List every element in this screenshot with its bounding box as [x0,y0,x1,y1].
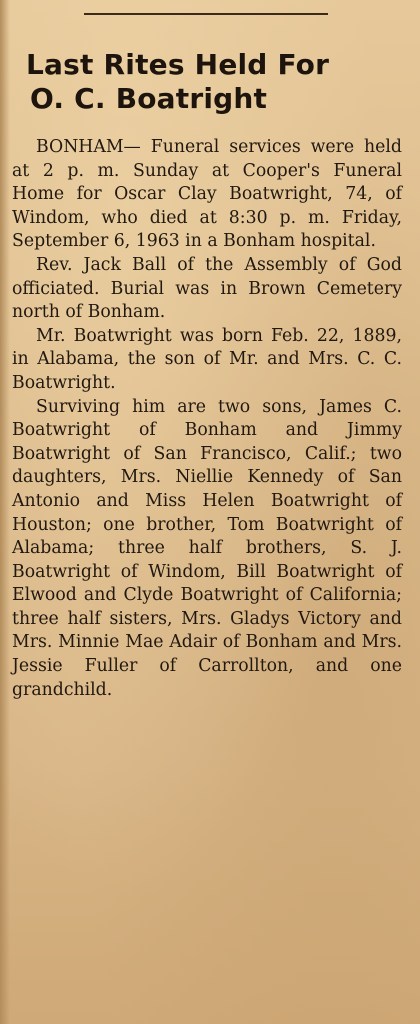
article-body [12,136,402,702]
column-top-rule [84,13,328,15]
clipping-left-edge [0,0,10,1024]
paragraph-birth: Mr. Boatwright was born Feb. 22, 1889, in Alabama, the son of Mr. and Mrs. C. C. Boatwright. [12,325,402,393]
paragraph-officiant-burial: Rev. Jack Ball of the Assembly of God officiated. Burial was in Brown Cemetery north of Bonham. [12,254,402,323]
headline-line-2: O. C. Boatright [30,82,268,115]
paragraph-funeral-services: BONHAM— Funeral services were held at 2 p. m. Sunday at Cooper's Funeral Home for Oscar Clay Boatwright, 74, of Windom, who died at 8:30 p. m. Friday, September 6, 1963 in a Bonham hospital. [12,137,402,252]
paragraph-survivors: Surviving him are two sons, James C. Boatwright of Bonham and Jimmy Boatwright of San Francisco, Calif.; two daughters, Mrs. Niellie Kennedy of San Antonio and Miss Helen Boatwright of Houston; one brother, Tom Boatwright of Alabama; three half brothers, S. J. Boatwright of Windom, Bill Boatwright of Elwood and Clyde Boatwright of California; three half sisters, Mrs. Gladys Victory and Mrs. Minnie Mae Adair of Bonham and Mrs. Jessie Fuller of Carrollton, and one grandchild. [12,396,402,700]
headline [26,48,396,116]
headline-line-1: Last Rites Held For [26,48,330,81]
